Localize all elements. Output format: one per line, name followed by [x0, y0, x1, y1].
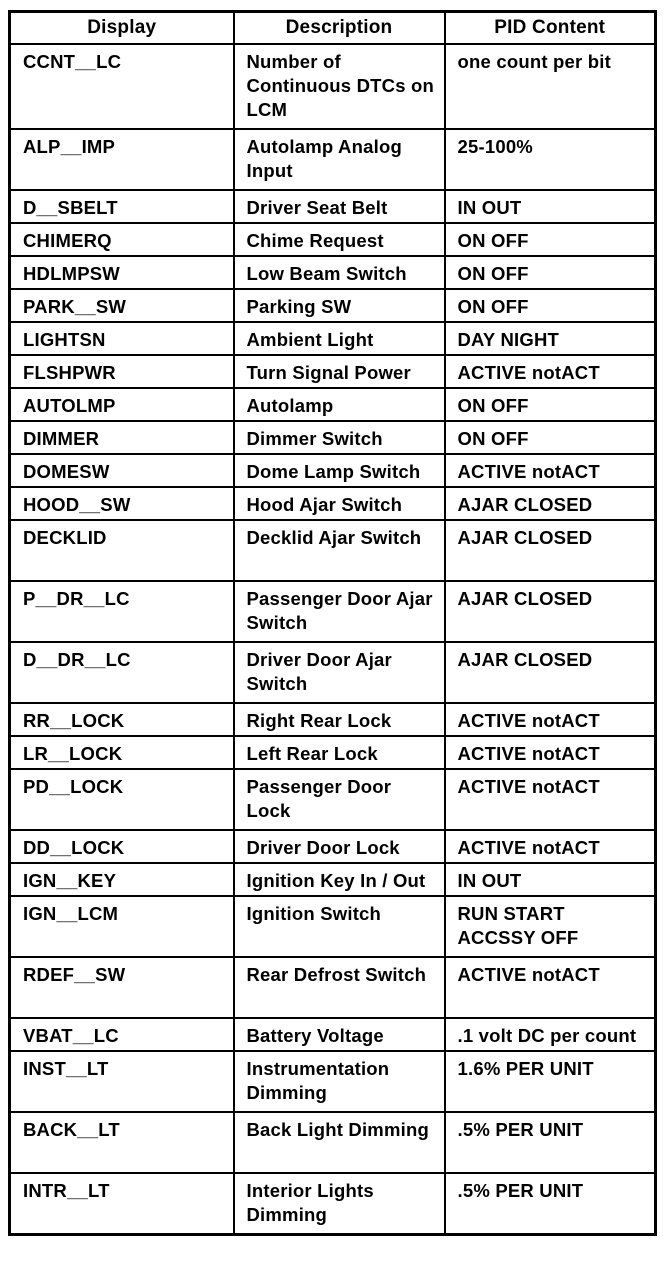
description-cell: Autolamp — [234, 388, 445, 421]
display-cell: PARK__SW — [10, 289, 234, 322]
table-row — [10, 863, 656, 896]
display-cell: BACK__LT — [10, 1112, 234, 1173]
header-display: Display — [10, 12, 234, 45]
table-row — [10, 520, 656, 581]
display-cell: FLSHPWR — [10, 355, 234, 388]
table-row — [10, 1112, 656, 1173]
pid-content-cell: 25-100% — [445, 129, 656, 190]
table-row — [10, 454, 656, 487]
table-row — [10, 44, 656, 129]
display-cell: INST__LT — [10, 1051, 234, 1112]
header-pid-content: PID Content — [445, 12, 656, 45]
description-cell: Parking SW — [234, 289, 445, 322]
description-cell: Battery Voltage — [234, 1018, 445, 1051]
description-cell: Left Rear Lock — [234, 736, 445, 769]
description-cell: Driver Door Ajar Switch — [234, 642, 445, 703]
display-cell: AUTOLMP — [10, 388, 234, 421]
pid-content-cell: ACTIVE notACT — [445, 736, 656, 769]
table-row — [10, 388, 656, 421]
pid-content-cell: ON OFF — [445, 388, 656, 421]
pid-content-cell: ACTIVE notACT — [445, 957, 656, 1018]
display-cell: HOOD__SW — [10, 487, 234, 520]
display-cell: DD__LOCK — [10, 830, 234, 863]
description-cell: Interior Lights Dimming — [234, 1173, 445, 1235]
table-row — [10, 642, 656, 703]
pid-content-cell: DAY NIGHT — [445, 322, 656, 355]
description-cell: Driver Seat Belt — [234, 190, 445, 223]
description-cell: Passenger Door Lock — [234, 769, 445, 830]
description-cell: Driver Door Lock — [234, 830, 445, 863]
pid-content-cell: IN OUT — [445, 863, 656, 896]
pid-content-cell: ACTIVE notACT — [445, 454, 656, 487]
description-cell: Back Light Dimming — [234, 1112, 445, 1173]
display-cell: INTR__LT — [10, 1173, 234, 1235]
table-row — [10, 1051, 656, 1112]
pid-content-cell: ON OFF — [445, 421, 656, 454]
display-cell: RDEF__SW — [10, 957, 234, 1018]
description-cell: Dome Lamp Switch — [234, 454, 445, 487]
header-description: Description — [234, 12, 445, 45]
table-row — [10, 322, 656, 355]
table-row — [10, 289, 656, 322]
description-cell: Number of Continuous DTCs on LCM — [234, 44, 445, 129]
display-cell: D__DR__LC — [10, 642, 234, 703]
display-cell: DECKLID — [10, 520, 234, 581]
description-cell: Rear Defrost Switch — [234, 957, 445, 1018]
description-cell: Low Beam Switch — [234, 256, 445, 289]
description-cell: Ambient Light — [234, 322, 445, 355]
display-cell: VBAT__LC — [10, 1018, 234, 1051]
display-cell: IGN__LCM — [10, 896, 234, 957]
description-cell: Decklid Ajar Switch — [234, 520, 445, 581]
table-body — [10, 44, 656, 1235]
description-cell: Ignition Key In / Out — [234, 863, 445, 896]
display-cell: LIGHTSN — [10, 322, 234, 355]
display-cell: ALP__IMP — [10, 129, 234, 190]
pid-content-cell: ACTIVE notACT — [445, 769, 656, 830]
table-row — [10, 736, 656, 769]
description-cell: Ignition Switch — [234, 896, 445, 957]
display-cell: CHIMERQ — [10, 223, 234, 256]
pid-content-cell: ON OFF — [445, 289, 656, 322]
pid-content-cell: IN OUT — [445, 190, 656, 223]
display-cell: CCNT__LC — [10, 44, 234, 129]
pid-content-cell: .5% PER UNIT — [445, 1112, 656, 1173]
table-row — [10, 703, 656, 736]
pid-content-cell: ACTIVE notACT — [445, 703, 656, 736]
pid-content-cell: .1 volt DC per count — [445, 1018, 656, 1051]
description-cell: Right Rear Lock — [234, 703, 445, 736]
display-cell: LR__LOCK — [10, 736, 234, 769]
table-row — [10, 256, 656, 289]
pid-content-cell: AJAR CLOSED — [445, 487, 656, 520]
description-cell: Chime Request — [234, 223, 445, 256]
pid-content-cell: ON OFF — [445, 256, 656, 289]
description-cell: Dimmer Switch — [234, 421, 445, 454]
description-cell: Turn Signal Power — [234, 355, 445, 388]
table-row — [10, 957, 656, 1018]
display-cell: RR__LOCK — [10, 703, 234, 736]
table-row — [10, 190, 656, 223]
display-cell: HDLMPSW — [10, 256, 234, 289]
display-cell: DOMESW — [10, 454, 234, 487]
table-row — [10, 487, 656, 520]
table-row — [10, 355, 656, 388]
table-row — [10, 1018, 656, 1051]
pid-content-cell: AJAR CLOSED — [445, 642, 656, 703]
pid-content-cell: RUN START ACCSSY OFF — [445, 896, 656, 957]
pid-content-cell: AJAR CLOSED — [445, 520, 656, 581]
pid-content-cell: .5% PER UNIT — [445, 1173, 656, 1235]
table-row — [10, 129, 656, 190]
display-cell: D__SBELT — [10, 190, 234, 223]
pid-content-cell: one count per bit — [445, 44, 656, 129]
description-cell: Hood Ajar Switch — [234, 487, 445, 520]
description-cell: Autolamp Analog Input — [234, 129, 445, 190]
table-row — [10, 223, 656, 256]
table-row — [10, 769, 656, 830]
pid-content-cell: ON OFF — [445, 223, 656, 256]
description-cell: Instrumentation Dimming — [234, 1051, 445, 1112]
table-row — [10, 581, 656, 642]
display-cell: P__DR__LC — [10, 581, 234, 642]
table-header-row — [10, 12, 656, 45]
table-row — [10, 896, 656, 957]
pid-content-cell: AJAR CLOSED — [445, 581, 656, 642]
table-row — [10, 1173, 656, 1235]
display-cell: PD__LOCK — [10, 769, 234, 830]
pid-table — [8, 10, 657, 1236]
table-row — [10, 421, 656, 454]
pid-content-cell: ACTIVE notACT — [445, 355, 656, 388]
display-cell: DIMMER — [10, 421, 234, 454]
description-cell: Passenger Door Ajar Switch — [234, 581, 445, 642]
pid-table-document — [8, 10, 654, 1236]
display-cell: IGN__KEY — [10, 863, 234, 896]
pid-content-cell: ACTIVE notACT — [445, 830, 656, 863]
pid-content-cell: 1.6% PER UNIT — [445, 1051, 656, 1112]
table-row — [10, 830, 656, 863]
